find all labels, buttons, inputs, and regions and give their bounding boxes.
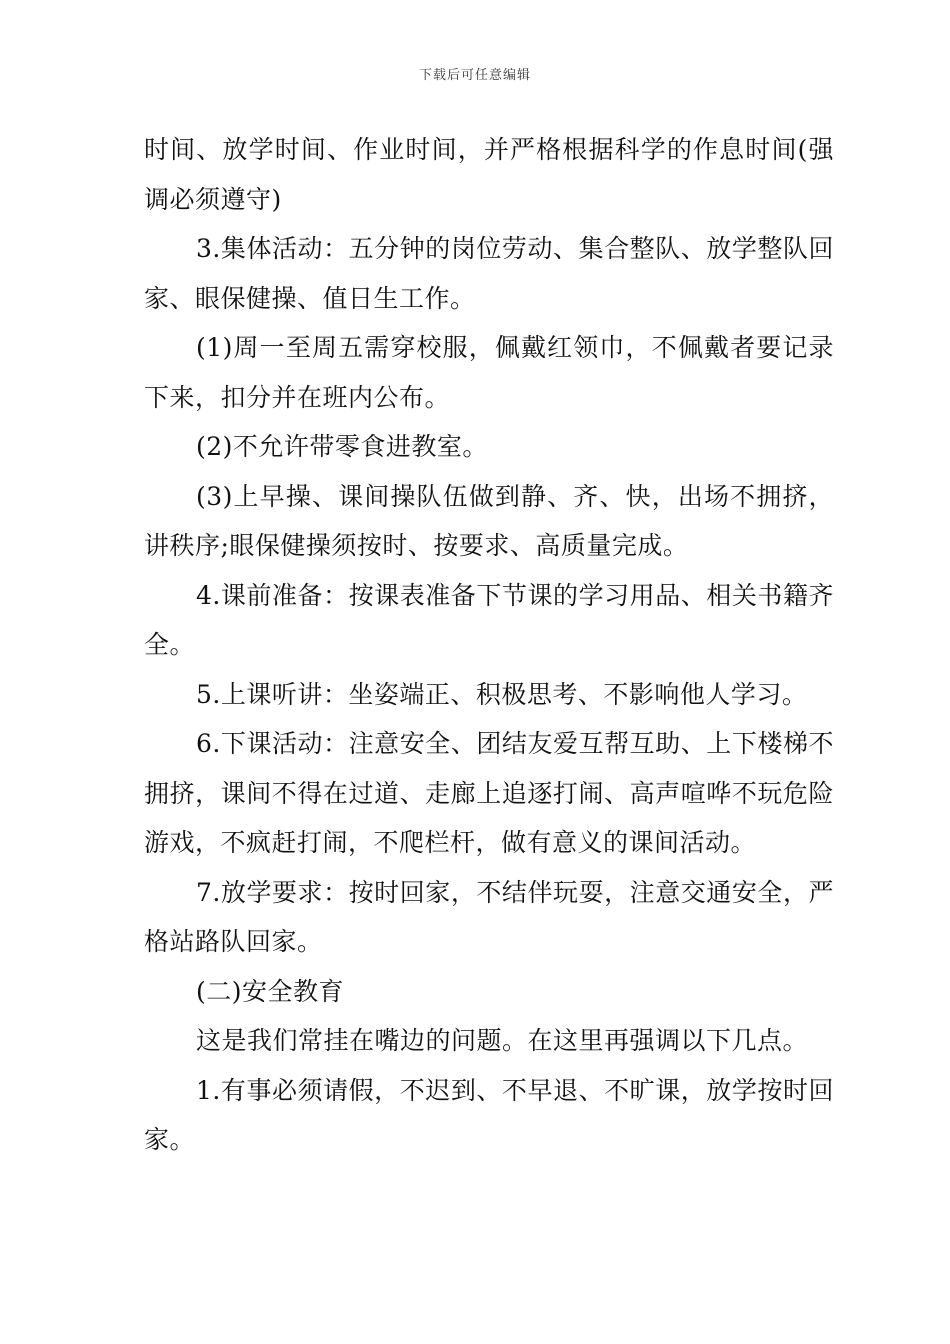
header-note: 下载后可任意编辑 [418, 68, 531, 83]
document-body [144, 125, 834, 1165]
paragraph-no-snacks: (2)不允许带零食进教室。 [196, 432, 488, 461]
section-heading-safety: (二)安全教育 [196, 976, 345, 1006]
paragraph-class-preparation: 4.课前准备：按课表准备下节课的学习用品、相关书籍齐全。 [144, 580, 834, 659]
paragraph-safety-intro: 这是我们常挂在嘴边的问题。在这里再强调以下几点。 [196, 1026, 809, 1055]
paragraph-group-activities: 3.集体活动：五分钟的岗位劳动、集合整队、放学整队回家、眼保健操、值日生工作。 [144, 234, 834, 313]
paragraph-uniform-rule: (1)周一至周五需穿校服，佩戴红领巾，不佩戴者要记录下来，扣分并在班内公布。 [144, 333, 834, 412]
paragraph-class-listening: 5.上课听讲：坐姿端正、积极思考、不影响他人学习。 [196, 679, 808, 709]
paragraph-exercise-rule: (3)上早操、课间操队伍做到静、齐、快，出场不拥挤，讲秩序;眼保健操须按时、按要求、高质量完成。 [144, 481, 834, 560]
paragraph-leave-rule: 1.有事必须请假，不迟到、不早退、不旷课，放学按时回家。 [144, 1075, 834, 1154]
paragraph-dismissal-rules: 7.放学要求：按时回家，不结伴玩耍，注意交通安全，严格站路队回家。 [144, 877, 834, 956]
paragraph-break-activities: 6.下课活动：注意安全、团结友爱互帮互助、上下楼梯不拥挤，课间不得在过道、走廊上追逐打闹、高声喧哗不玩危险游戏，不疯赶打闹，不爬栏杆，做有意义的课间活动。 [144, 729, 834, 857]
paragraph-continued-schedule: 时间、放学时间、作业时间，并严格根据科学的作息时间(强调必须遵守) [144, 135, 834, 214]
